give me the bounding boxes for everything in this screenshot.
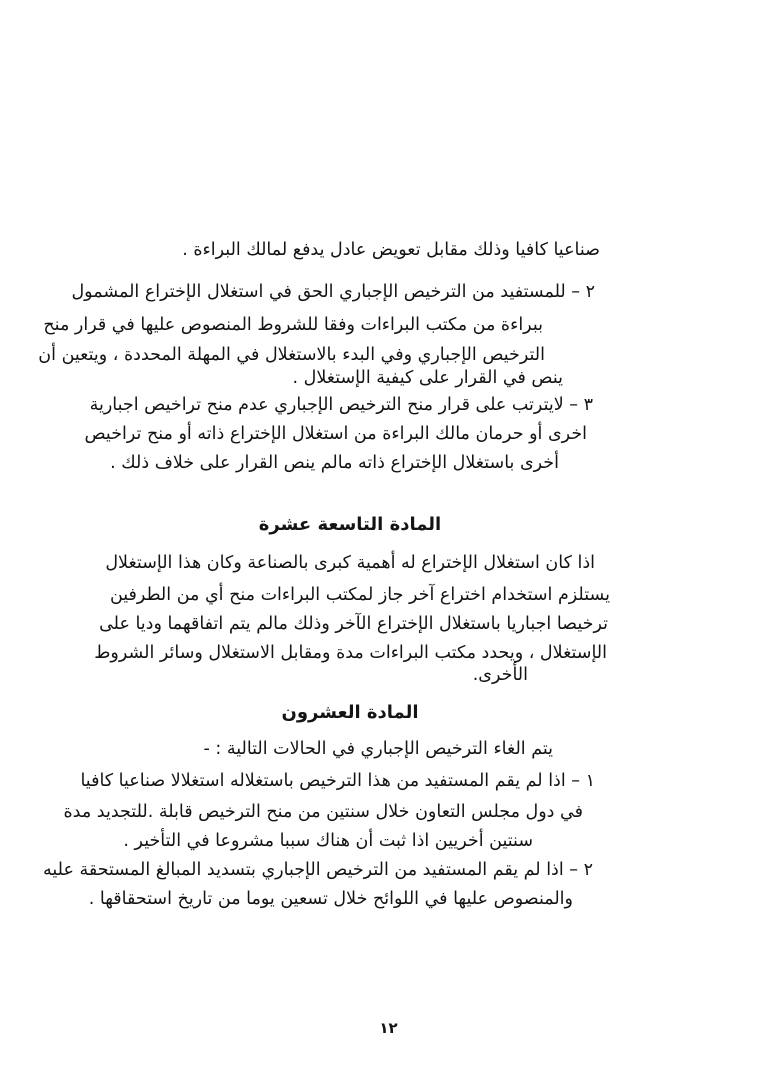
article-19-line: الأخرى. <box>472 665 528 685</box>
article-19-line: ترخيصا اجباريا باستغلال الإختراع الآخر وذلك مالم يتم اتفاقهما وديا على <box>99 614 608 634</box>
carryover-line: صناعيا كافيا وذلك مقابل تعويض عادل يدفع لمالك البراءة . <box>182 240 600 260</box>
item-3-line: اخرى أو حرمان مالك البراءة من استغلال الإختراع ذاته أو منح تراخيص <box>84 424 587 444</box>
article-20-item-1-line: سنتين أخريين اذا ثبت أن هناك سببا مشروعا في التأخير . <box>123 831 533 851</box>
article-20-item-1-line: في دول مجلس التعاون خلال سنتين من منح الترخيص قابلة .للتجديد مدة <box>63 802 583 822</box>
item-2-line: ٢ – للمستفيد من الترخيص الإجباري الحق في استغلال الإختراع المشمول <box>71 282 595 302</box>
item-2-line: ببراءة من مكتب البراءات وفقا للشروط المنصوص عليها في قرار منح <box>43 315 543 335</box>
article-20-heading: المادة العشرون <box>281 702 419 723</box>
article-19-heading: المادة التاسعة عشرة <box>258 514 442 535</box>
article-20-item-2-line: والمنصوص عليها في اللوائح خلال تسعين يوما من تاريخ استحقاقها . <box>88 889 573 909</box>
item-2-line: الترخيص الإجباري وفي البدء بالاستغلال في المهلة المحددة ، ويتعين أن <box>38 345 545 365</box>
item-2-line: ينص في القرار على كيفية الإستغلال . <box>292 368 563 388</box>
article-20-item-1-line: ١ – اذا لم يقم المستفيد من هذا الترخيص باستغلاله استغلالا صناعيا كافيا <box>80 771 595 791</box>
article-20-item-2-line: ٢ – اذا لم يقم المستفيد من الترخيص الإجباري بتسديد المبالغ المستحقة عليه <box>43 860 593 880</box>
article-19-line: اذا كان استغلال الإختراع له أهمية كبرى بالصناعة وكان هذا الإستغلال <box>105 553 595 573</box>
item-3-line: أخرى باستغلال الإختراع ذاته مالم ينص القرار على خلاف ذلك . <box>110 453 559 473</box>
page-number: ١٢ <box>379 1019 398 1037</box>
article-19-line: الإستغلال ، ويحدد مكتب البراءات مدة ومقابل الاستغلال وسائر الشروط <box>94 643 607 663</box>
article-19-line: يستلزم استخدام اختراع آخر جاز لمكتب البراءات منح أي من الطرفين <box>109 585 610 605</box>
article-20-intro-line: يتم الغاء الترخيص الإجباري في الحالات التالية : - <box>203 739 553 759</box>
item-3-line: ٣ – لايترتب على قرار منح الترخيص الإجباري عدم منح تراخيص اجبارية <box>89 395 593 415</box>
